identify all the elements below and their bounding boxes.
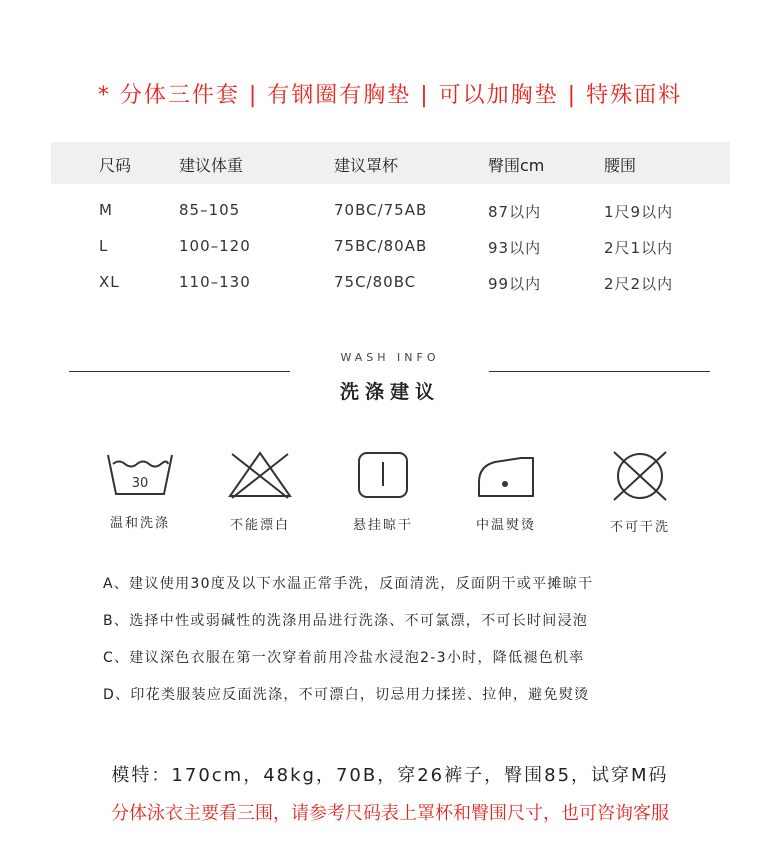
note-c: C、建议深色衣服在第一次穿着前用冷盐水浸泡2-3小时，降低褪色机率 bbox=[103, 650, 585, 666]
size-table bbox=[51, 142, 730, 301]
care-label: 不可干洗 bbox=[609, 520, 670, 535]
wash-notes bbox=[103, 573, 593, 721]
table-row bbox=[51, 229, 730, 265]
care-item-iron bbox=[436, 450, 576, 533]
cell-size: XL bbox=[99, 273, 120, 291]
no-bleach-icon bbox=[224, 450, 296, 500]
header-size: 尺码 bbox=[99, 156, 132, 175]
cell-waist: 1尺9以内 bbox=[604, 203, 674, 221]
cell-cup: 75BC/80AB bbox=[334, 237, 428, 255]
care-item-wash bbox=[70, 450, 210, 531]
divider-right bbox=[489, 371, 710, 372]
cell-cup: 75C/80BC bbox=[334, 273, 417, 291]
care-label: 悬挂晾干 bbox=[352, 518, 413, 533]
size-table-header bbox=[51, 142, 730, 184]
model-info: 模特：170cm，48kg，70B，穿26裤子，臀围85，试穿M码 bbox=[111, 765, 669, 786]
cell-size: L bbox=[99, 237, 109, 255]
care-label: 不能漂白 bbox=[229, 518, 290, 533]
cell-hip: 87以内 bbox=[488, 203, 542, 221]
header-hip: 臀围cm bbox=[488, 156, 545, 175]
cell-cup: 70BC/75AB bbox=[334, 201, 428, 219]
cell-weight: 110–130 bbox=[179, 273, 251, 291]
no-dry-clean-icon bbox=[610, 450, 670, 502]
care-label: 温和洗涤 bbox=[109, 516, 170, 531]
cell-waist: 2尺2以内 bbox=[604, 275, 674, 293]
note-a: A、建议使用30度及以下水温正常手洗，反面清洗，反面阴干或平摊晾干 bbox=[103, 576, 594, 592]
wash-30-icon bbox=[104, 450, 176, 498]
cell-hip: 99以内 bbox=[488, 275, 542, 293]
header-cup: 建议罩杯 bbox=[334, 156, 399, 175]
product-headline: * 分体三件套 | 有钢圈有胸垫 | 可以加胸垫 | 特殊面料 bbox=[97, 83, 683, 108]
wash-temp: 30 bbox=[131, 476, 149, 491]
table-row bbox=[51, 193, 730, 229]
note-b: B、选择中性或弱碱性的洗涤用品进行洗涤、不可氯漂，不可长时间浸泡 bbox=[103, 613, 589, 629]
header-waist: 腰围 bbox=[604, 156, 637, 175]
care-item-bleach bbox=[190, 450, 330, 533]
cell-size: M bbox=[99, 201, 113, 219]
cell-weight: 100–120 bbox=[179, 237, 251, 255]
divider-left bbox=[69, 371, 290, 372]
care-label: 中温熨烫 bbox=[475, 518, 536, 533]
care-item-dry bbox=[313, 450, 453, 533]
wash-title-en: WASH INFO bbox=[340, 351, 440, 364]
cell-weight: 85–105 bbox=[179, 201, 241, 219]
header-weight: 建议体重 bbox=[179, 156, 244, 175]
table-row bbox=[51, 265, 730, 301]
line-dry-icon bbox=[355, 450, 411, 500]
wash-title-cn: 洗涤建议 bbox=[339, 381, 440, 403]
iron-medium-icon bbox=[473, 450, 539, 500]
note-d: D、印花类服装应反面洗涤，不可漂白，切忌用力揉搓、拉伸，避免熨烫 bbox=[103, 687, 590, 703]
cell-waist: 2尺1以内 bbox=[604, 239, 674, 257]
sizing-tip: 分体泳衣主要看三围，请参考尺码表上罩杯和臀围尺寸，也可咨询客服 bbox=[111, 803, 669, 824]
care-item-dryclean bbox=[570, 450, 710, 535]
cell-hip: 93以内 bbox=[488, 239, 542, 257]
